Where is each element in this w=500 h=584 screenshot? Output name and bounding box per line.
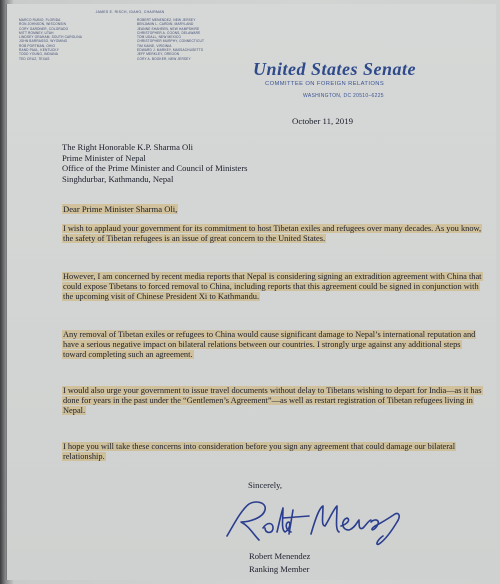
recipient-line: Singhdurbar, Kathmandu, Nepal [62, 173, 174, 184]
recipient-line: Office of the Prime Minister and Council of Ministers [62, 163, 248, 173]
signer-name: Robert Menendez [249, 551, 311, 561]
committee-roster-left [19, 18, 82, 61]
roster-member: ROB PORTMAN, OHIO [19, 43, 56, 48]
roster-member: RON JOHNSON, WISCONSIN [19, 22, 67, 27]
roster-member: CORY A. BOOKER, NEW JERSEY [137, 56, 191, 61]
recipient-line: Prime Minister of Nepal [62, 152, 146, 163]
roster-member: MARCO RUBIO, FLORIDA [19, 18, 61, 22]
closing: Sincerely, [248, 480, 283, 490]
roster-member: ROBERT MENENDEZ, NEW JERSEY [137, 18, 196, 22]
roster-member: BENJAMIN L. CARDIN, MARYLAND [137, 22, 194, 27]
handwritten-signature [219, 496, 409, 548]
roster-member: LINDSEY GRAHAM, SOUTH CAROLINA [19, 35, 83, 40]
roster-member: JEANNE SHAHEEN, NEW HAMPSHIRE [137, 26, 200, 31]
recipient-address-block [62, 142, 248, 184]
salutation: Dear Prime Minister Sharma Oli, [63, 204, 178, 214]
body-paragraph: I would also urge your government to issue travel documents without delay to Tibetans wishing to depart for India—as it has done for years in the past under the “Gentlemen’s Agreement”—as well as restart registration of Tibetan refugees living in Nepal. [63, 386, 482, 415]
body-paragraph: However, I am concerned by recent media reports that Nepal is considering signing an extradition agreement with China that could expose Tibetans to forced removal to China, including reports that this agreement could be signed in conjunction with the upcoming visit of Chinese President Xi to Kathmandu. [63, 272, 482, 301]
body-paragraph: I wish to applaud your government for its commitment to host Tibetan exiles and refugees over many decades. As you know, the safety of Tibetan refugees is an issue of great concern to the United States. [63, 224, 482, 243]
roster-member: CORY GARDNER, COLORADO [19, 26, 69, 31]
roster-member: JEFF MERKLEY, OREGON [137, 52, 180, 57]
senate-letterhead-title: United States Senate [253, 59, 417, 79]
letter-date: October 11, 2019 [292, 116, 353, 126]
signer-title: Ranking Member [249, 564, 310, 574]
roster-member: JOHN BARRASSO, WYOMING [19, 39, 68, 44]
roster-member: MITT ROMNEY, UTAH [19, 30, 54, 35]
body-paragraph: I hope you will take these concerns into consideration before you sign any agreement that could damage our bilateral relationship. [63, 442, 456, 461]
roster-member: TIM KAINE, VIRGINIA [137, 43, 172, 48]
letter-paper [6, 4, 496, 580]
recipient-line: The Right Honorable K.P. Sharma Oli [62, 142, 194, 152]
roster-member: CHRISTOPHER A. COONS, DELAWARE [137, 30, 201, 35]
roster-member: EDWARD J. MARKEY, MASSACHUSETTS [137, 48, 204, 53]
committee-name: COMMITTEE ON FOREIGN RELATIONS [265, 81, 385, 87]
roster-member: TOM UDALL, NEW MEXICO [137, 35, 182, 40]
committee-chairman: JAMES E. RISCH, IDAHO, CHAIRMAN [95, 10, 165, 14]
committee-roster-right [137, 18, 204, 61]
roster-member: CHRISTOPHER MURPHY, CONNECTICUT [137, 39, 205, 44]
body-paragraph: Any removal of Tibetan exiles or refugees to China would cause significant damage to Nepal’s international reputation and have a serious negative impact on bilateral relations between our countries. I strongly urge against any additional steps toward completing such an agreement. [63, 330, 476, 359]
roster-member: RAND PAUL, KENTUCKY [19, 48, 59, 53]
roster-member: TED CRUZ, TEXAS [19, 56, 50, 61]
roster-member: TODD YOUNG, INDIANA [19, 52, 59, 57]
committee-address: WASHINGTON, DC 20510–6225 [303, 93, 384, 99]
